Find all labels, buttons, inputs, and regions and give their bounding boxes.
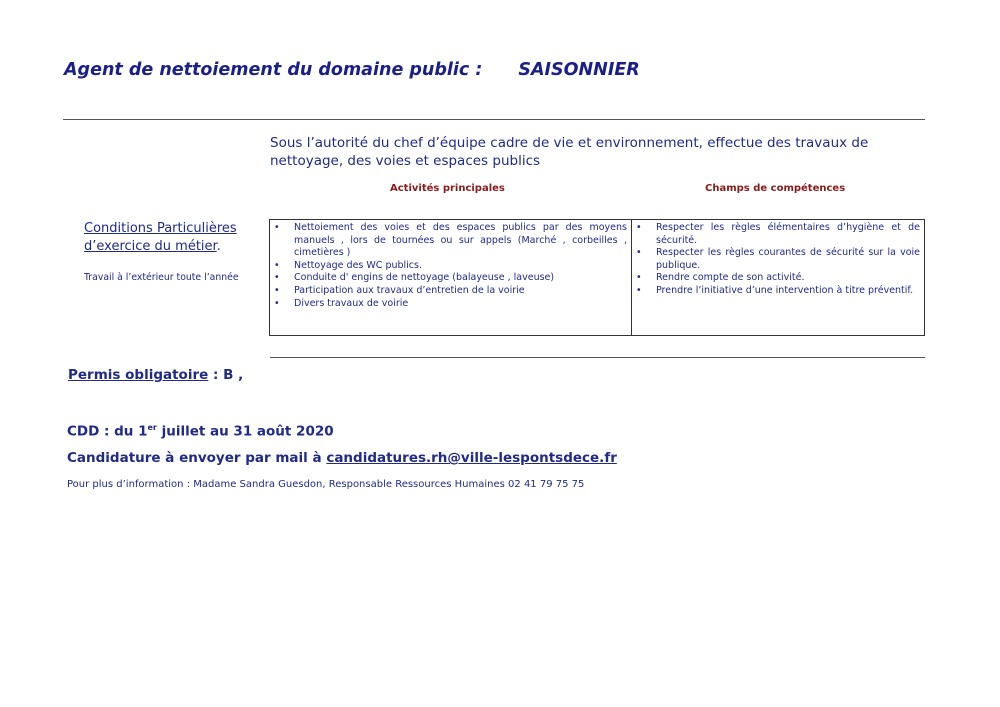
permis-value: : B ,: [208, 367, 244, 383]
page-title: [64, 60, 640, 80]
competence-item: • Prendre l’initiative d’une intervention à titre préventif.: [636, 285, 920, 298]
job-intro: Sous l’autorité du chef d’équipe cadre de vie et environnement, effectue des travaux de nettoyage, des voies et espaces publics: [270, 135, 869, 169]
activite-item: • Nettoyage des WC publics.: [274, 260, 627, 273]
activites-list: [274, 222, 627, 310]
activites-heading: Activités principales: [390, 183, 505, 194]
contact-info: Pour plus d’information : Madame Sandra Guesdon, Responsable Ressources Humaines 02 41 79 75 75: [67, 479, 585, 490]
competence-item: • Respecter les règles élémentaires d’hygiène et de sécurité.: [636, 222, 920, 247]
competence-item: • Respecter les règles courantes de sécurité sur la voie publique.: [636, 247, 920, 272]
activite-item: • Participation aux travaux d’entretien de la voirie: [274, 285, 627, 298]
competence-item: • Rendre compte de son activité.: [636, 272, 920, 285]
competences-list: [636, 222, 920, 298]
activite-item: • Nettoiement des voies et des espaces publics par des moyens manuels , lors de tournées ou sur appels (Marché , corbeilles , cimetières ): [274, 222, 627, 260]
conditions-title-line2: d’exercice du métier: [84, 239, 217, 254]
permis-label: Permis obligatoire: [68, 367, 209, 383]
competences-heading: Champs de compétences: [705, 183, 846, 194]
top-divider: [63, 119, 925, 120]
activite-item: • Divers travaux de voirie: [274, 298, 627, 311]
competences-cell: [632, 220, 924, 335]
activite-item: • Conduite d' engins de nettoyage (balayeuse , laveuse): [274, 272, 627, 285]
conditions-note: Travail à l’extérieur toute l’année: [84, 272, 239, 283]
cdd-line: [67, 423, 334, 440]
email-link[interactable]: candidatures.rh@ville-lespontsdece.fr: [326, 450, 617, 466]
job-title: Agent de nettoiement du domaine public :: [64, 60, 483, 80]
conditions-title-suffix: .: [216, 239, 221, 254]
conditions-title-line1: Conditions Particulières: [84, 221, 237, 236]
candidature-line: [67, 450, 617, 466]
activites-cell: [270, 220, 632, 335]
cdd-prefix: CDD : du 1: [67, 423, 148, 440]
duties-table: [269, 219, 925, 336]
cdd-sup: er: [147, 423, 157, 432]
conditions-title: [84, 220, 237, 256]
mid-divider: [270, 357, 925, 358]
candidature-text: Candidature à envoyer par mail à: [67, 450, 327, 466]
cdd-suffix: juillet au 31 août 2020: [156, 423, 334, 440]
permis-line: [68, 367, 243, 383]
contract-type: SAISONNIER: [518, 60, 640, 80]
